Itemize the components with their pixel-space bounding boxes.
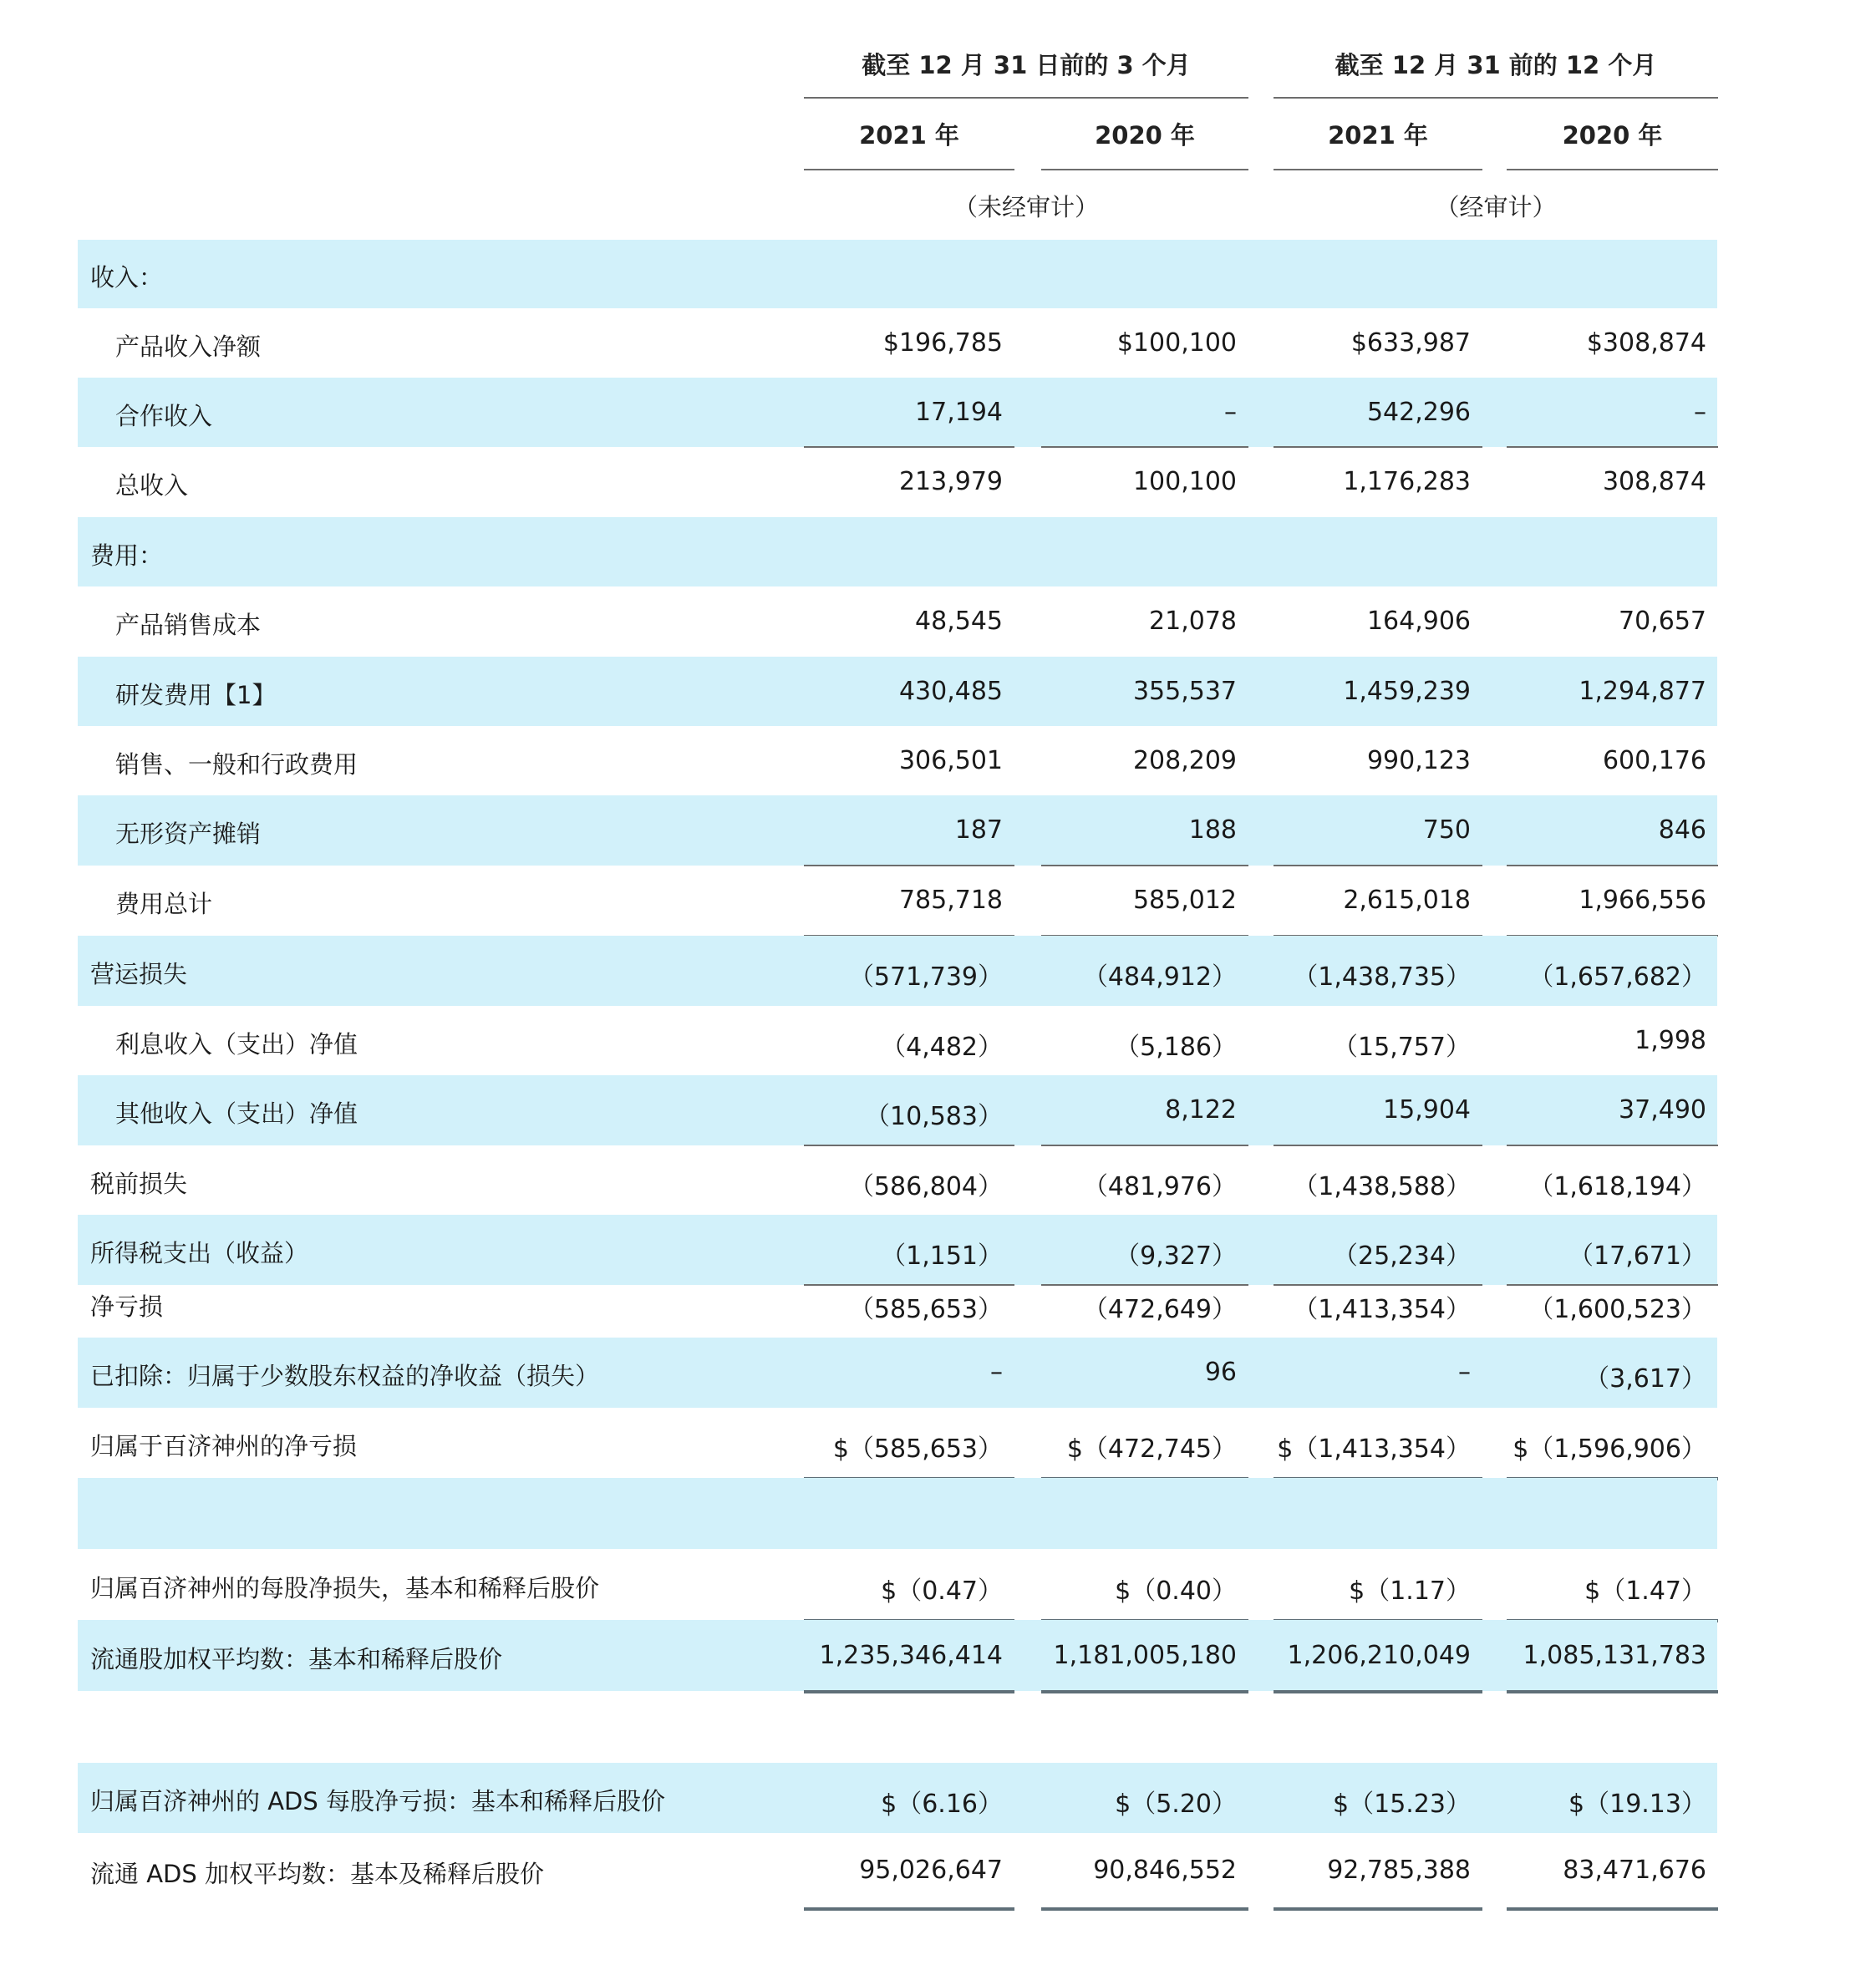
group-header-12-months: 截至 12 月 31 前的 12 个月 (1335, 51, 1657, 79)
value-cell: – (990, 1358, 1003, 1387)
value-cell: （9,327） (1115, 1241, 1237, 1271)
value-cell: 15,904 (1383, 1095, 1471, 1125)
value-cell: 17,194 (915, 397, 1003, 427)
row-label: 费用总计 (115, 890, 213, 918)
row-label: 总收入 (115, 471, 189, 500)
value-cell: 600,176 (1602, 745, 1706, 775)
row-label: 费用： (90, 541, 164, 570)
value-cell: 308,874 (1602, 467, 1706, 496)
value-cell: 90,846,552 (1093, 1856, 1237, 1885)
subtotal-rule (1274, 865, 1482, 866)
row-label: 已扣除：归属于少数股东权益的净收益（损失） (90, 1362, 600, 1390)
row-label: 产品收入净额 (115, 332, 262, 361)
value-cell: 188 (1188, 815, 1237, 845)
value-cell: $308,874 (1586, 328, 1706, 358)
row-label: 净亏损 (90, 1292, 164, 1321)
audit-note-3-months: （未经审计） (953, 193, 1099, 221)
total-rule (1274, 1907, 1482, 1911)
value-cell: 1,206,210,049 (1287, 1640, 1471, 1670)
subtotal-rule (804, 1284, 1014, 1286)
value-cell: $（472,745） (1066, 1434, 1237, 1464)
value-cell: 1,998 (1635, 1025, 1706, 1055)
value-cell: （1,657,682） (1528, 962, 1706, 992)
row-label: 所得税支出（收益） (90, 1239, 309, 1267)
value-cell: 1,085,131,783 (1523, 1640, 1706, 1670)
value-cell: – (1458, 1358, 1471, 1387)
total-rule (1274, 1690, 1482, 1693)
value-cell: $（1,596,906） (1512, 1434, 1706, 1464)
value-cell: – (1224, 397, 1237, 427)
value-cell: （25,234） (1333, 1241, 1471, 1271)
value-cell: 21,078 (1149, 607, 1237, 636)
value-cell: （5,186） (1115, 1032, 1237, 1062)
value-cell: $（0.40） (1115, 1576, 1237, 1606)
value-cell: 990,123 (1366, 745, 1471, 775)
value-cell: $100,100 (1116, 328, 1237, 358)
row-label: 收入： (90, 263, 164, 292)
value-cell: 1,294,877 (1579, 676, 1706, 706)
value-cell: $（1,413,354） (1277, 1434, 1471, 1464)
value-cell: $（19.13） (1568, 1790, 1706, 1819)
subtotal-rule (804, 865, 1014, 866)
group-header-3-months: 截至 12 月 31 日前的 3 个月 (862, 51, 1191, 79)
value-cell: 213,979 (898, 467, 1003, 496)
value-cell: 785,718 (898, 886, 1003, 915)
row-label: 归属百济神州的每股净损失，基本和稀释后股价 (90, 1573, 600, 1602)
value-cell: （1,413,354） (1293, 1295, 1471, 1324)
row-label: 销售、一般和行政费用 (115, 749, 358, 779)
group-header-3m-rule (804, 97, 1248, 99)
row-label: 归属百济神州的 ADS 每股净亏损：基本和稀释后股价 (90, 1787, 666, 1815)
subtotal-rule (804, 1145, 1014, 1146)
subtotal-rule (1274, 446, 1482, 448)
row-label: 产品销售成本 (115, 611, 262, 639)
year-rule (1274, 169, 1482, 170)
subtotal-rule (1507, 446, 1718, 448)
value-cell: $（1.17） (1349, 1576, 1471, 1606)
value-cell: 1,235,346,414 (819, 1640, 1003, 1670)
value-cell: $633,987 (1350, 328, 1471, 358)
row-band (78, 1478, 1717, 1549)
subtotal-rule (1507, 865, 1718, 866)
value-cell: （4,482） (881, 1032, 1003, 1062)
value-cell: （571,739） (848, 962, 1003, 992)
row-label: 合作收入 (115, 401, 213, 430)
total-rule (1041, 1907, 1248, 1911)
value-cell: 92,785,388 (1327, 1856, 1471, 1885)
row-label: 利息收入（支出）净值 (115, 1029, 358, 1059)
value-cell: （1,618,194） (1528, 1171, 1706, 1201)
value-cell: 355,537 (1132, 676, 1237, 706)
total-rule (1507, 1907, 1718, 1911)
value-cell: $（585,653） (832, 1434, 1003, 1464)
value-cell: 48,545 (915, 607, 1003, 636)
value-cell: $（0.47） (881, 1576, 1003, 1606)
value-cell: – (1694, 397, 1706, 427)
value-cell: 585,012 (1132, 886, 1237, 915)
subtotal-rule (1274, 1145, 1482, 1146)
value-cell: 430,485 (898, 676, 1003, 706)
subtotal-rule (1507, 1145, 1718, 1146)
subtotal-rule (1274, 1284, 1482, 1286)
value-cell: 96 (1204, 1358, 1237, 1387)
value-cell: 70,657 (1619, 607, 1706, 636)
total-rule (1507, 1690, 1718, 1693)
row-label: 流通 ADS 加权平均数：基本及稀释后股价 (90, 1860, 545, 1888)
value-cell: （585,653） (848, 1295, 1003, 1324)
value-cell: 100,100 (1132, 467, 1237, 496)
audit-note-12-months: （经审计） (1435, 193, 1557, 221)
row-label: 营运损失 (90, 960, 188, 988)
year-rule (1041, 169, 1248, 170)
value-cell: 37,490 (1619, 1095, 1706, 1125)
total-rule (804, 1690, 1014, 1693)
value-cell: $（1.47） (1584, 1576, 1706, 1606)
value-cell: 750 (1422, 815, 1471, 845)
row-band (78, 517, 1717, 586)
row-label: 归属于百济神州的净亏损 (90, 1432, 358, 1460)
value-cell: 8,122 (1165, 1095, 1237, 1125)
col-header-q-2020: 2020 年 (1095, 121, 1195, 150)
row-label: 研发费用【1】 (115, 680, 277, 709)
row-band (78, 240, 1717, 308)
subtotal-rule (1041, 446, 1248, 448)
value-cell: （1,151） (881, 1241, 1003, 1271)
value-cell: （481,976） (1082, 1171, 1237, 1201)
subtotal-rule (1041, 1284, 1248, 1286)
subtotal-rule (804, 446, 1014, 448)
value-cell: （3,617） (1584, 1364, 1706, 1394)
value-cell: （484,912） (1082, 962, 1237, 992)
value-cell: $196,785 (882, 328, 1003, 358)
value-cell: 1,176,283 (1343, 467, 1471, 496)
total-rule (1041, 1690, 1248, 1693)
col-header-y-2021: 2021 年 (1328, 121, 1428, 150)
row-label: 税前损失 (90, 1169, 188, 1198)
value-cell: 1,966,556 (1579, 886, 1706, 915)
value-cell: 846 (1658, 815, 1706, 845)
subtotal-rule (1041, 1145, 1248, 1146)
value-cell: 1,459,239 (1343, 676, 1471, 706)
total-rule (804, 1907, 1014, 1911)
year-rule (1507, 169, 1718, 170)
value-cell: （17,671） (1568, 1241, 1706, 1271)
value-cell: 164,906 (1366, 607, 1471, 636)
value-cell: （10,583） (865, 1102, 1003, 1131)
col-header-q-2021: 2021 年 (859, 121, 959, 150)
value-cell: 1,181,005,180 (1053, 1640, 1237, 1670)
value-cell: （15,757） (1333, 1032, 1471, 1062)
value-cell: 306,501 (898, 745, 1003, 775)
value-cell: （586,804） (848, 1171, 1003, 1201)
row-label: 其他收入（支出）净值 (115, 1099, 358, 1128)
value-cell: 95,026,647 (859, 1856, 1003, 1885)
value-cell: 542,296 (1366, 397, 1471, 427)
value-cell: （1,438,735） (1293, 962, 1471, 992)
value-cell: $（15.23） (1333, 1790, 1471, 1819)
year-rule (804, 169, 1014, 170)
col-header-y-2020: 2020 年 (1562, 121, 1663, 150)
row-label: 无形资产摊销 (115, 820, 262, 848)
value-cell: $（6.16） (881, 1790, 1003, 1819)
value-cell: $（5.20） (1115, 1790, 1237, 1819)
group-header-12m-rule (1274, 97, 1718, 99)
row-label: 流通股加权平均数：基本和稀释后股价 (90, 1644, 503, 1673)
value-cell: （1,600,523） (1528, 1295, 1706, 1324)
value-cell: 187 (954, 815, 1003, 845)
subtotal-rule (1041, 865, 1248, 866)
value-cell: 83,471,676 (1563, 1856, 1706, 1885)
value-cell: 208,209 (1132, 745, 1237, 775)
value-cell: （472,649） (1082, 1295, 1237, 1324)
subtotal-rule (1507, 1284, 1718, 1286)
value-cell: 2,615,018 (1343, 886, 1471, 915)
value-cell: （1,438,588） (1293, 1171, 1471, 1201)
